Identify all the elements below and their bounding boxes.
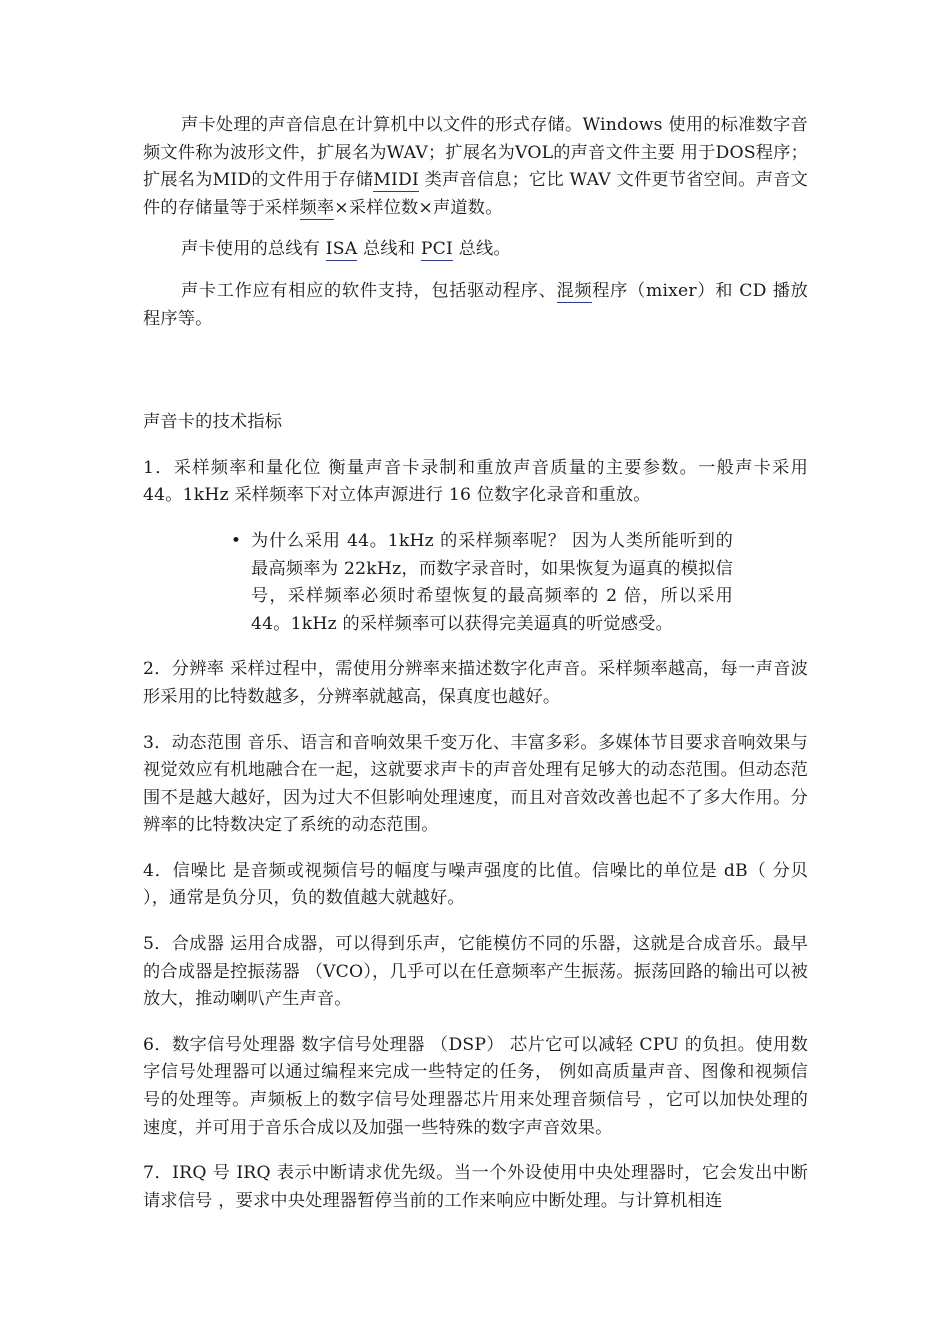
intro-paragraph-bus <box>143 236 808 264</box>
link-isa[interactable]: ISA <box>325 239 358 260</box>
section-title: 声音卡的技术指标 <box>143 412 283 433</box>
spec-item-snr: 4．信噪比 是音频或视频信号的幅度与噪声强度的比值。信噪比的单位是 dB（ 分贝 ），通常是负分贝，负的数值越大就越好。 <box>143 860 808 909</box>
intro-paragraph-file-formats <box>143 112 808 222</box>
spec-item-resolution: 2．分辨率 采样过程中，需使用分辨率来描述数字化声音。采样频率越高，每一声音波形采用的比特数越多，分辨率就越高，保真度也越好。 <box>143 659 808 707</box>
bullet-note <box>221 528 733 638</box>
link-mixing[interactable]: 混频 <box>556 280 593 301</box>
text-run: 总线和 <box>357 239 421 260</box>
text-run: 总线。 <box>452 239 511 260</box>
bullet-text: 为什么采用 44。1kHz 的采样频率呢？ 因为人类所能听到的最高频率为 22kHz，而数字录音时，如果恢复为逼真的模拟信号，采样频率必须时希望恢复的最高频率的 2 倍，所以采用 44。1kHz 的采样频率可以获得完美逼真的听觉感受。 <box>251 530 733 634</box>
spec-item-dynamic-range: 3．动态范围 音乐、语言和音响效果千变万化、丰富多彩。多媒体节目要求音响效果与视觉效应有机地融合在一起，这就要求声卡的声音处理有足够大的动态范围。但动态范围不是越大越好，因为过大不但影响处理速度，而且对音效改善也起不了多大作用。分辨率的比特数决定了系统的动态范围。 <box>143 732 808 836</box>
spec-item-irq: 7．IRQ 号 IRQ 表示中断请求优先级。当一个外设使用中央处理器时，它会发出中断请求信号 ，要求中央处理器暂停当前的工作来响应中断处理。与计算机相连 <box>143 1163 808 1211</box>
text-run: 类声音信息；它比 WAV 文件更节省空间。声音文件的存储量等于采样 <box>143 170 808 218</box>
text-run: 程序（mixer）和 CD 播放程序等。 <box>143 280 808 329</box>
link-midi[interactable]: MIDI <box>373 170 419 191</box>
text-run: ×采样位数×声道数。 <box>334 197 503 218</box>
text-run: 声卡工作应有相应的软件支持，包括驱动程序、 <box>181 280 557 301</box>
intro-paragraph-software <box>143 278 808 333</box>
spec-item-dsp: 6．数字信号处理器 数字信号处理器 （DSP） 芯片它可以减轻 CPU 的负担。使用数字信号处理器可以通过编程来完成一些特定的任务， 例如高质量声音、图像和视频信号的处理等。声频板上的数字信号处理器芯片用来处理音频信号 ，它可以加快处理的速度，并可用于音乐合成以及加强一些特殊的数字声音效果。 <box>143 1034 808 1138</box>
bullet-item <box>221 528 733 638</box>
spec-item-sampling: 1．采样频率和量化位 衡量声音卡录制和重放声音质量的主要参数。一般声卡采用 44。1kHz 采样频率下对立体声源进行 16 位数字化录音和重放。 <box>143 457 808 506</box>
link-pci[interactable]: PCI <box>420 239 453 260</box>
link-frequency[interactable]: 频率 <box>299 197 335 218</box>
text-run: 声卡使用的总线有 <box>181 239 326 260</box>
document-page <box>143 112 808 1215</box>
bullet-dot-icon: • <box>230 530 242 551</box>
text-run: 声卡处理的声音信息在计算机中以文件的形式存储。Windows 使用的标准数字音频文件称为波形文件，扩展名为WAV；扩展名为VOL的声音文件主要 用于DOS程序；扩展名为MID的文件用于存储 <box>143 115 808 191</box>
spec-item-synthesizer: 5．合成器 运用合成器，可以得到乐声，它能模仿不同的乐器，这就是合成音乐。最早的合成器是控振荡器 （VCO），几乎可以在任意频率产生振荡。振荡回路的输出可以被放大，推动喇叭产生声音。 <box>143 934 808 1010</box>
